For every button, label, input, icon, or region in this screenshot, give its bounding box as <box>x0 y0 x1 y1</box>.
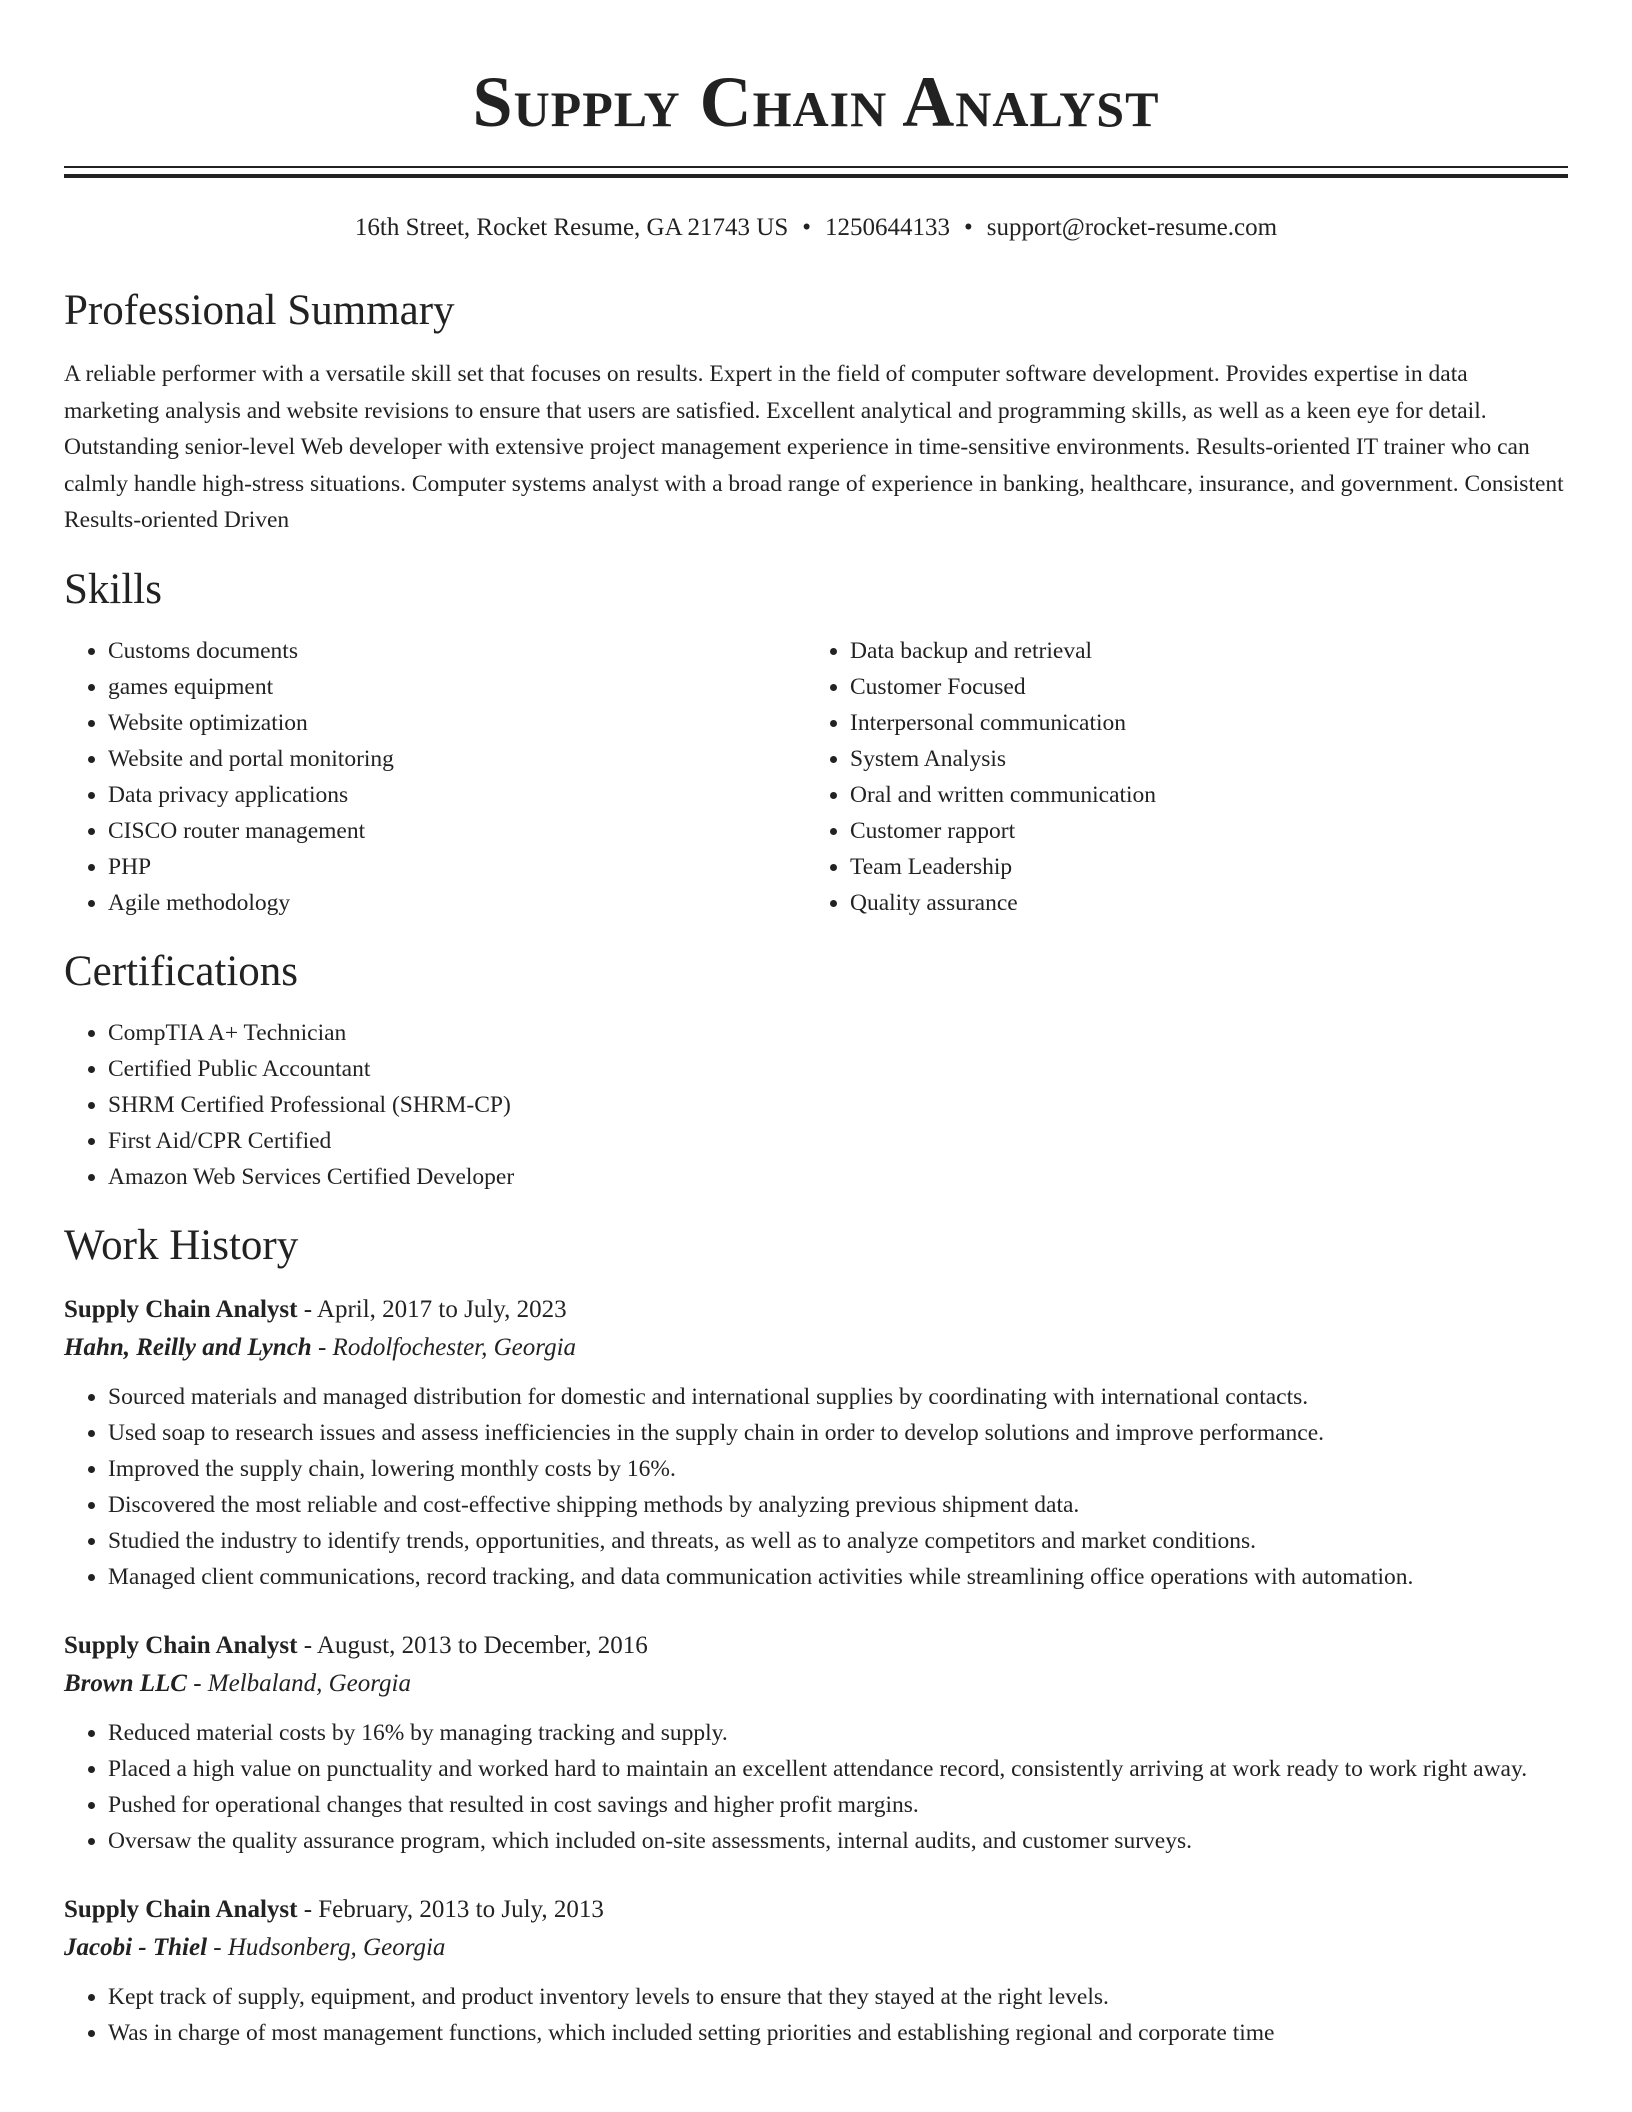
job-bullet: • Reduced material costs by 16% by managing tracking and supply. <box>108 1715 1568 1751</box>
job-bullet: • Managed client communications, record tracking, and data communication activities while streamlining office operations with automation. <box>108 1559 1568 1595</box>
job-title-line <box>64 1291 1568 1329</box>
job-bullet: • Studied the industry to identify trends, opportunities, and threats, as well as to analyze competitors and market conditions. <box>108 1523 1568 1559</box>
job-bullet: • Used soap to research issues and assess inefficiencies in the supply chain in order to develop solutions and improve performance. <box>108 1415 1568 1451</box>
job-bullet: • Kept track of supply, equipment, and product inventory levels to ensure that they stayed at the right levels. <box>108 1979 1568 2015</box>
job-dates: - April, 2017 to July, 2023 <box>297 1295 567 1323</box>
job-bullets <box>64 1715 1568 1859</box>
skill-item: • Website optimization <box>108 705 806 741</box>
skill-item: • System Analysis <box>850 741 1548 777</box>
summary-heading: Professional Summary <box>64 287 455 334</box>
certification-item: • CompTIA A+ Technician <box>108 1015 1568 1051</box>
contact-separator: • <box>964 214 973 241</box>
job-role: Supply Chain Analyst <box>64 1295 298 1323</box>
job-location: - Rodolfochester, Georgia <box>311 1333 577 1361</box>
certification-item: • Amazon Web Services Certified Developer <box>108 1159 1568 1195</box>
contact-phone: 1250644133 <box>825 214 950 241</box>
skill-item: • Interpersonal communication <box>850 705 1548 741</box>
summary-text: A reliable performer with a versatile skill set that focuses on results. Expert in the field of computer software development. Provides expertise in data marketing analysis and website revisions to ensure that users are satisfied. Excellent analytical and programming skills, as well as a keen eye for detail. Outstanding senior-level Web developer with extensive project management experience in time-sensitive environments. Results-oriented IT trainer who can calmly handle high-stress situations. Computer systems analyst with a broad range of experience in banking, healthcare, insurance, and government. Consistent Results-oriented Driven <box>64 361 1564 533</box>
job-role: Supply Chain Analyst <box>64 1631 298 1659</box>
certifications-list <box>64 1015 1568 1195</box>
skill-item: • games equipment <box>108 669 806 705</box>
skill-item: • Data privacy applications <box>108 777 806 813</box>
job-entry <box>64 1627 1568 1859</box>
job-company-line <box>64 1329 1568 1367</box>
skill-item: • Customer Focused <box>850 669 1548 705</box>
job-entry <box>64 1291 1568 1595</box>
job-bullets <box>64 1379 1568 1595</box>
job-company-line <box>64 1665 1568 1703</box>
certification-item: • Certified Public Accountant <box>108 1051 1568 1087</box>
job-bullets <box>64 1979 1568 2051</box>
skills-heading: Skills <box>64 565 162 613</box>
certification-item: • First Aid/CPR Certified <box>108 1123 1568 1159</box>
job-bullet: • Discovered the most reliable and cost-effective shipping methods by analyzing previous shipment data. <box>108 1487 1568 1523</box>
job-bullet: • Improved the supply chain, lowering monthly costs by 16%. <box>108 1451 1568 1487</box>
skill-item: • Customs documents <box>108 633 806 669</box>
job-company-line <box>64 1929 1568 1967</box>
job-bullet: • Pushed for operational changes that resulted in cost savings and higher profit margins. <box>108 1787 1568 1823</box>
work-history-heading: Work History <box>64 1221 299 1269</box>
job-company: Jacobi - Thiel <box>64 1933 208 1961</box>
skill-item: • Oral and written communication <box>850 777 1548 813</box>
job-role: Supply Chain Analyst <box>64 1895 298 1923</box>
skill-item: • CISCO router management <box>108 813 806 849</box>
job-title-line <box>64 1891 1568 1929</box>
job-company: Hahn, Reilly and Lynch <box>64 1333 312 1361</box>
job-location: - Melbaland, Georgia <box>186 1669 411 1697</box>
job-entry <box>64 1891 1568 2051</box>
contact-separator: • <box>802 214 811 241</box>
contact-address: 16th Street, Rocket Resume, GA 21743 US <box>354 214 789 241</box>
skills-list-right <box>806 633 1548 921</box>
job-company: Brown LLC <box>64 1669 187 1697</box>
certification-item: • SHRM Certified Professional (SHRM-CP) <box>108 1087 1568 1123</box>
page-title: Supply Chain Analyst <box>472 62 1160 142</box>
skill-item: • Data backup and retrieval <box>850 633 1548 669</box>
contact-line <box>64 212 1568 244</box>
skill-item: • Agile methodology <box>108 885 806 921</box>
job-dates: - February, 2013 to July, 2013 <box>297 1895 604 1923</box>
skill-item: • Team Leadership <box>850 849 1548 885</box>
skills-columns <box>64 633 1568 921</box>
job-bullet: • Placed a high value on punctuality and worked hard to maintain an excellent attendance record, consistently arriving at work ready to work right away. <box>108 1751 1568 1787</box>
contact-email: support@rocket-resume.com <box>986 214 1278 241</box>
job-dates: - August, 2013 to December, 2016 <box>297 1631 648 1659</box>
job-bullet: • Sourced materials and managed distribution for domestic and international supplies by coordinating with international contacts. <box>108 1379 1568 1415</box>
job-bullet: • Was in charge of most management functions, which included setting priorities and establishing regional and corporate time <box>108 2015 1568 2051</box>
skill-item: • Customer rapport <box>850 813 1548 849</box>
job-bullet: • Oversaw the quality assurance program, which included on-site assessments, internal audits, and customer surveys. <box>108 1823 1568 1859</box>
job-title-line <box>64 1627 1568 1665</box>
job-location: - Hudsonberg, Georgia <box>207 1933 446 1961</box>
certifications-heading: Certifications <box>64 947 299 995</box>
skills-list-left <box>64 633 806 921</box>
skill-item: • PHP <box>108 849 806 885</box>
skill-item: • Quality assurance <box>850 885 1548 921</box>
skill-item: • Website and portal monitoring <box>108 741 806 777</box>
title-divider <box>64 166 1568 178</box>
